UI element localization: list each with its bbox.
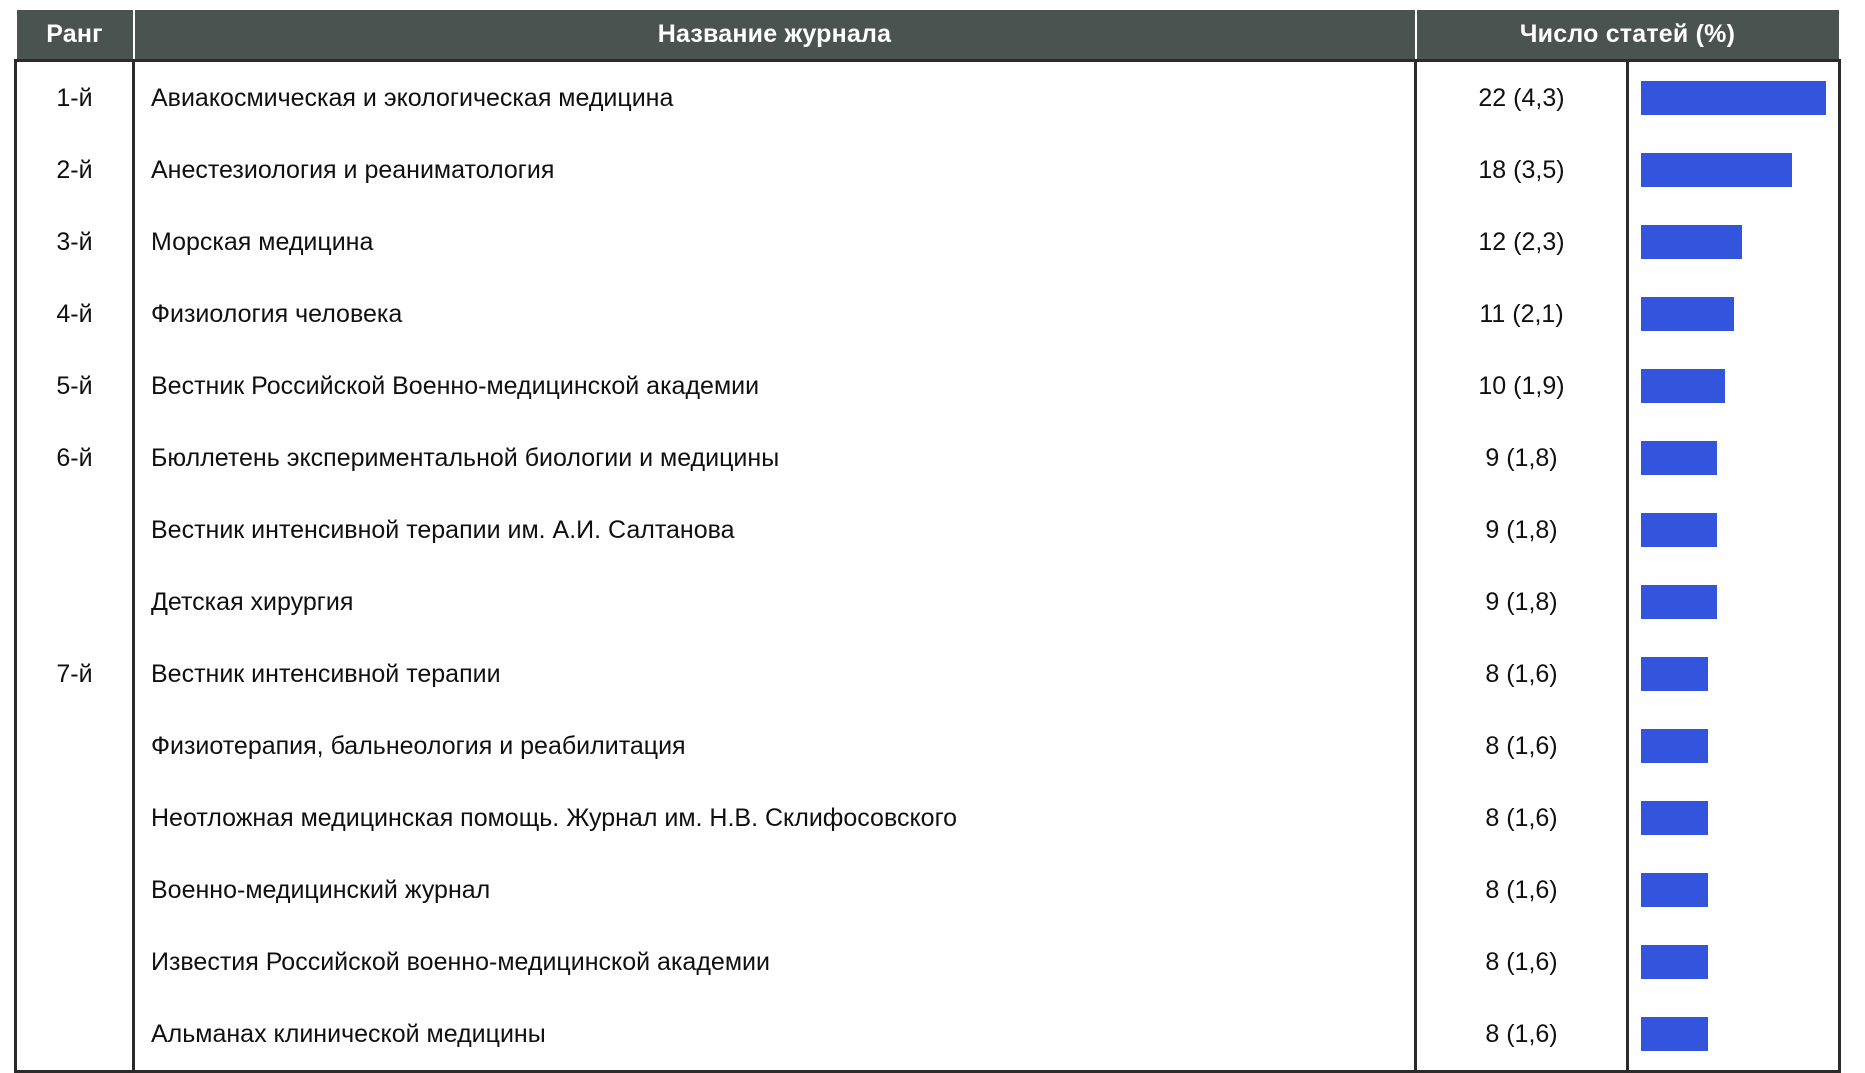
bar-fill	[1641, 297, 1734, 331]
bar-fill	[1641, 657, 1708, 691]
bar-track	[1641, 81, 1826, 115]
cell-rank	[16, 854, 134, 926]
bar-fill	[1641, 153, 1792, 187]
cell-journal-name: Известия Российской военно-медицинской академии	[134, 926, 1416, 998]
cell-rank: 7-й	[16, 638, 134, 710]
bar-track	[1641, 585, 1826, 619]
cell-article-count: 8 (1,6)	[1416, 854, 1628, 926]
cell-journal-name: Вестник интенсивной терапии им. А.И. Салтанова	[134, 494, 1416, 566]
cell-journal-name: Морская медицина	[134, 206, 1416, 278]
table-row	[16, 566, 1840, 638]
table-row	[16, 494, 1840, 566]
cell-bar	[1628, 638, 1840, 710]
cell-rank: 3-й	[16, 206, 134, 278]
bar-fill	[1641, 1017, 1708, 1051]
bar-track	[1641, 153, 1826, 187]
cell-article-count: 8 (1,6)	[1416, 998, 1628, 1072]
bar-track	[1641, 225, 1826, 259]
cell-bar	[1628, 710, 1840, 782]
cell-journal-name: Детская хирургия	[134, 566, 1416, 638]
cell-journal-name: Вестник интенсивной терапии	[134, 638, 1416, 710]
table-row	[16, 998, 1840, 1072]
cell-rank	[16, 926, 134, 998]
cell-article-count: 9 (1,8)	[1416, 494, 1628, 566]
bar-track	[1641, 441, 1826, 475]
cell-article-count: 8 (1,6)	[1416, 782, 1628, 854]
cell-bar	[1628, 134, 1840, 206]
bar-track	[1641, 729, 1826, 763]
column-header-journal-name: Название журнала	[134, 9, 1416, 61]
cell-journal-name: Физиотерапия, бальнеология и реабилитация	[134, 710, 1416, 782]
table-row	[16, 206, 1840, 278]
cell-rank	[16, 998, 134, 1072]
cell-article-count: 8 (1,6)	[1416, 710, 1628, 782]
cell-journal-name: Авиакосмическая и экологическая медицина	[134, 61, 1416, 135]
cell-article-count: 12 (2,3)	[1416, 206, 1628, 278]
bar-track	[1641, 873, 1826, 907]
cell-article-count: 22 (4,3)	[1416, 61, 1628, 135]
cell-article-count: 11 (2,1)	[1416, 278, 1628, 350]
bar-fill	[1641, 513, 1717, 547]
cell-rank	[16, 566, 134, 638]
cell-bar	[1628, 566, 1840, 638]
cell-bar	[1628, 350, 1840, 422]
bar-track	[1641, 369, 1826, 403]
bar-fill	[1641, 81, 1826, 115]
cell-rank: 4-й	[16, 278, 134, 350]
bar-fill	[1641, 441, 1717, 475]
bar-fill	[1641, 729, 1708, 763]
table-row	[16, 710, 1840, 782]
table-row	[16, 61, 1840, 135]
cell-journal-name: Вестник Российской Военно-медицинской академии	[134, 350, 1416, 422]
bar-fill	[1641, 801, 1708, 835]
table-row	[16, 638, 1840, 710]
cell-rank: 1-й	[16, 61, 134, 135]
bar-fill	[1641, 369, 1725, 403]
cell-rank: 6-й	[16, 422, 134, 494]
cell-journal-name: Анестезиология и реаниматология	[134, 134, 1416, 206]
cell-rank: 2-й	[16, 134, 134, 206]
table-row	[16, 926, 1840, 998]
bar-track	[1641, 513, 1826, 547]
bar-fill	[1641, 585, 1717, 619]
cell-bar	[1628, 926, 1840, 998]
bar-track	[1641, 657, 1826, 691]
table-row	[16, 350, 1840, 422]
table-header-row	[16, 9, 1840, 61]
table-row	[16, 782, 1840, 854]
cell-bar	[1628, 61, 1840, 135]
cell-article-count: 18 (3,5)	[1416, 134, 1628, 206]
table-row	[16, 422, 1840, 494]
cell-article-count: 8 (1,6)	[1416, 638, 1628, 710]
cell-bar	[1628, 206, 1840, 278]
table-row	[16, 278, 1840, 350]
cell-article-count: 9 (1,8)	[1416, 566, 1628, 638]
bar-track	[1641, 801, 1826, 835]
cell-bar	[1628, 422, 1840, 494]
cell-journal-name: Альманах клинической медицины	[134, 998, 1416, 1072]
bar-track	[1641, 945, 1826, 979]
column-header-rank: Ранг	[16, 9, 134, 61]
bar-fill	[1641, 873, 1708, 907]
cell-journal-name: Военно-медицинский журнал	[134, 854, 1416, 926]
bar-track	[1641, 1017, 1826, 1051]
cell-rank: 5-й	[16, 350, 134, 422]
journal-ranking-table	[14, 8, 1841, 1073]
cell-bar	[1628, 494, 1840, 566]
cell-journal-name: Физиология человека	[134, 278, 1416, 350]
cell-article-count: 9 (1,8)	[1416, 422, 1628, 494]
cell-bar	[1628, 278, 1840, 350]
bar-fill	[1641, 225, 1742, 259]
cell-bar	[1628, 854, 1840, 926]
table-header	[16, 9, 1840, 61]
column-header-article-count: Число статей (%)	[1416, 9, 1840, 61]
cell-rank	[16, 710, 134, 782]
cell-rank	[16, 494, 134, 566]
cell-journal-name: Неотложная медицинская помощь. Журнал им. Н.В. Склифосовского	[134, 782, 1416, 854]
bar-track	[1641, 297, 1826, 331]
cell-journal-name: Бюллетень экспериментальной биологии и медицины	[134, 422, 1416, 494]
table-row	[16, 854, 1840, 926]
table-body	[16, 61, 1840, 1072]
table-row	[16, 134, 1840, 206]
cell-bar	[1628, 782, 1840, 854]
cell-article-count: 8 (1,6)	[1416, 926, 1628, 998]
cell-rank	[16, 782, 134, 854]
cell-bar	[1628, 998, 1840, 1072]
bar-fill	[1641, 945, 1708, 979]
cell-article-count: 10 (1,9)	[1416, 350, 1628, 422]
